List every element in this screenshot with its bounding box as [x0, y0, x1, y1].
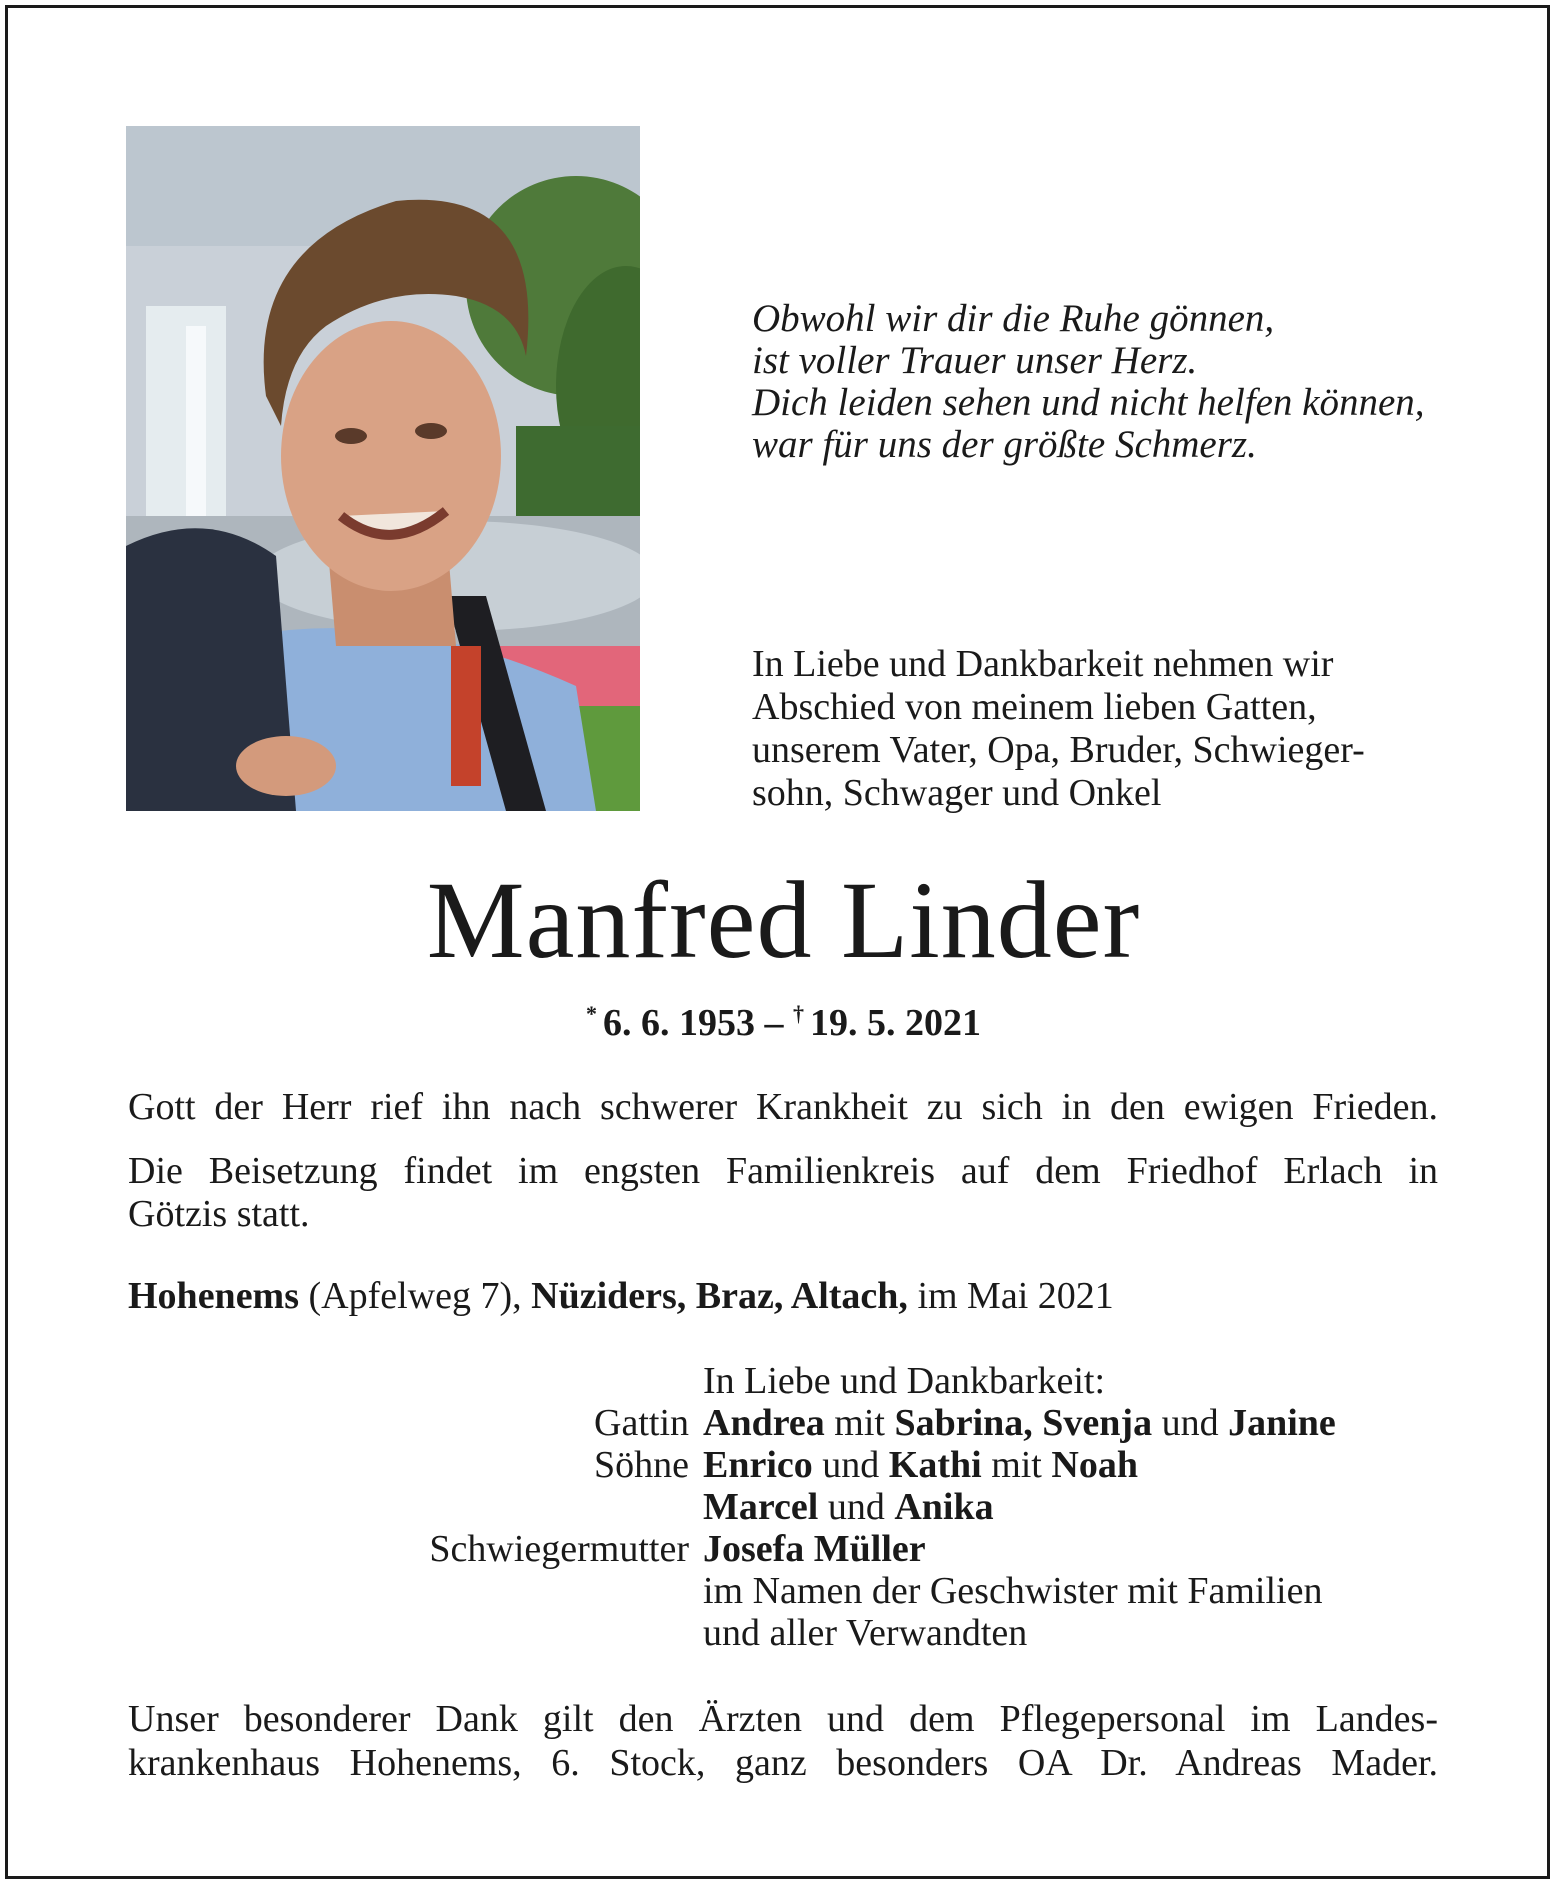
thanks-text: [128, 1697, 1438, 1785]
connector: und: [1152, 1402, 1229, 1444]
mourner-name: Marcel: [703, 1486, 819, 1528]
mourners-list: [128, 1360, 1438, 1654]
mourner-name: Anika: [894, 1486, 994, 1528]
mourner-row: [128, 1444, 1438, 1486]
mourner-name: Andrea: [703, 1402, 825, 1444]
burial-line: Götzis statt.: [128, 1193, 310, 1235]
thanks-line: Unser besonderer Dank gilt den Ärzten und dem Pflegepersonal im Landes-: [128, 1698, 1438, 1740]
intro-line: In Liebe und Dankbarkeit nehmen wir: [752, 643, 1334, 685]
relation-label: Gattin: [594, 1402, 689, 1444]
closing-line: und aller Verwandten: [703, 1612, 1028, 1654]
relation-label: Schwiegermutter: [429, 1528, 689, 1570]
poem-line: Obwohl wir dir die Ruhe gönnen,: [752, 297, 1275, 340]
mourner-name: Josefa Müller: [703, 1528, 926, 1570]
place-main: Hohenems: [128, 1275, 299, 1317]
burial-line: Die Beisetzung findet im engsten Familienkreis auf dem Friedhof Erlach in: [128, 1150, 1438, 1192]
place-date-line: [128, 1275, 1438, 1318]
burial-notice: [128, 1150, 1438, 1236]
poem-line: Dich leiden sehen und nicht helfen können,: [752, 381, 1425, 424]
connector: mit: [824, 1402, 895, 1444]
connector: und: [818, 1486, 895, 1528]
places-other: Nüziders, Braz, Altach,: [531, 1275, 908, 1317]
death-notice-text: Gott der Herr rief ihn nach schwerer Krankheit zu sich in den ewigen Frieden.: [128, 1086, 1438, 1128]
notice-date: im Mai 2021: [907, 1275, 1114, 1317]
death-symbol: †: [793, 1001, 804, 1026]
mourner-row: [128, 1402, 1438, 1444]
intro-line: sohn, Schwager und Onkel: [752, 772, 1162, 814]
relation-label: Söhne: [594, 1444, 689, 1486]
intro-line: unserem Vater, Opa, Bruder, Schwieger-: [752, 729, 1365, 771]
deceased-name: Manfred Linder: [426, 859, 1141, 981]
mourner-row: [128, 1570, 1438, 1612]
portrait-photo: [126, 126, 640, 811]
thanks-line: krankenhaus Hohenems, 6. Stock, ganz besonders OA Dr. Andreas Mader.: [128, 1742, 1438, 1784]
mourner-name: Janine: [1228, 1402, 1336, 1444]
intro-line: Abschied von meinem lieben Gatten,: [752, 686, 1317, 728]
connector: mit: [981, 1444, 1052, 1486]
portrait-image: [126, 126, 640, 811]
connector: und: [812, 1444, 889, 1486]
mourners-header: In Liebe und Dankbarkeit:: [703, 1360, 1106, 1402]
mourner-name: Kathi: [888, 1444, 982, 1486]
poem-line: ist voller Trauer unser Herz.: [752, 339, 1198, 382]
mourner-row: [128, 1486, 1438, 1528]
place-address: (Apfelweg 7),: [299, 1275, 532, 1317]
life-dates: [0, 992, 1567, 1045]
birth-date: 6. 6. 1953: [603, 1002, 755, 1044]
mourner-name: Sabrina, Svenja: [894, 1402, 1153, 1444]
mourners-header-row: [128, 1360, 1438, 1402]
mourner-row: [128, 1612, 1438, 1654]
poem-line: war für uns der größte Schmerz.: [752, 423, 1257, 466]
date-separator: –: [764, 1002, 784, 1044]
birth-symbol: *: [586, 1001, 597, 1026]
memorial-poem: [752, 298, 1492, 466]
mourner-row: [128, 1528, 1438, 1570]
farewell-intro: [752, 643, 1437, 815]
mourner-name: Enrico: [703, 1444, 813, 1486]
mourner-name: Noah: [1051, 1444, 1138, 1486]
death-date: 19. 5. 2021: [810, 1002, 981, 1044]
closing-line: im Namen der Geschwister mit Familien: [703, 1570, 1323, 1612]
